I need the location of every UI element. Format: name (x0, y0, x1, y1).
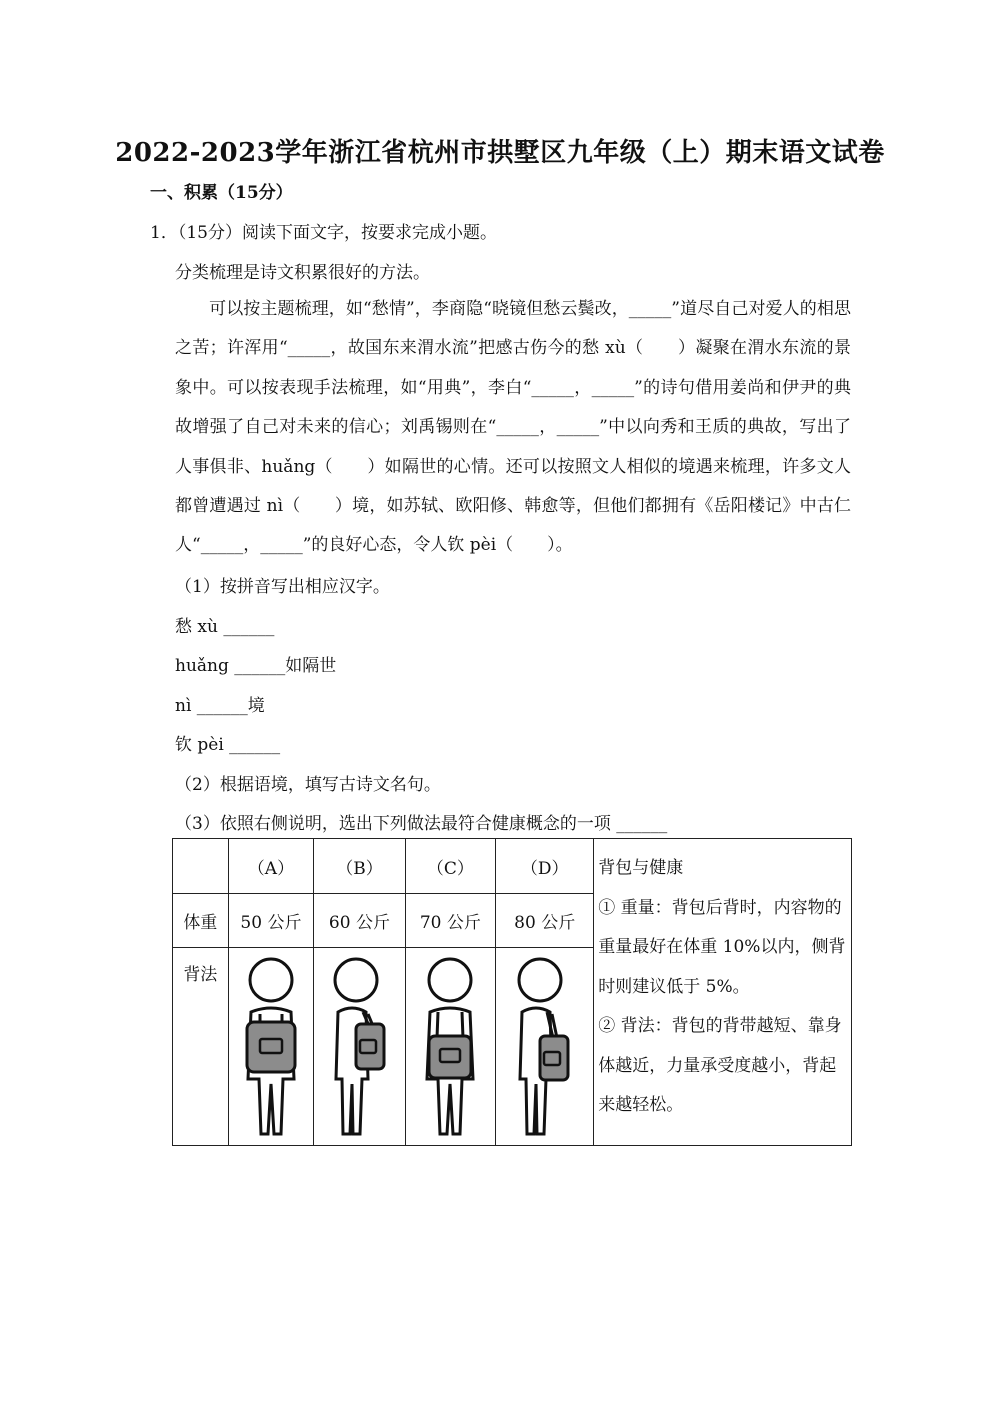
figure-c-cell (405, 948, 495, 1146)
note-title: 背包与健康 (598, 858, 684, 878)
weight-d: 80 公斤 (496, 894, 594, 948)
section-heading: 一、积累（15分） (150, 183, 293, 203)
note-method: ② 背法：背包的背带越短、靠身体越近，力量承受度越小，背起来越轻松。 (598, 1016, 842, 1115)
option-c-header: （C） (405, 839, 495, 894)
option-b-header: （B） (314, 839, 405, 894)
backpack-health-note (594, 839, 852, 1146)
method-label: 背法 (173, 948, 229, 1146)
weight-b: 60 公斤 (314, 894, 405, 948)
table-row-options (173, 839, 852, 894)
page-title: 2022-2023学年浙江省杭州市拱墅区九年级（上）期末语文试卷 (115, 138, 885, 168)
blank-ni: nì ______境 (175, 696, 265, 716)
blank-pei: 钦 pèi ______ (175, 735, 281, 755)
subquestion-2: （2）根据语境，填写古诗文名句。 (175, 775, 441, 795)
note-weight: ① 重量：背包后背时，内容物的重量最好在体重 10%以内，侧背时则建议低于 5%。 (598, 897, 846, 997)
subquestion-1: （1）按拼音写出相应汉字。 (175, 577, 390, 597)
subquestion-3: （3）依照右侧说明，选出下列做法最符合健康概念的一项 ______ (175, 814, 668, 834)
paragraph-text: 可以按主题梳理，如“愁情”，李商隐“晓镜但愁云鬓改，_____”道尽自己对爱人的相思之苦；许浑用“_____，故国东来渭水流”把感古伤今的愁 xù（ ）凝聚在渭水东流的景象中。可以按表现手法梳理，如“用典”，李白“_____，_____”的诗句借用姜尚和伊尹的典故增强了自己对未来的信心；刘禹锡则在“_____，_____”中以向秀和王质的典故，写出了人事俱非、huǎng（ ）如隔世的心情。还可以按照文人相似的境遇来梳理，许多文人都曾遭遇过 nì（ ）境，如苏轼、欧阳修、韩愈等，但他们都拥有《岳阳楼记》中古仁人“_____，_____”的良好心态，令人钦 pèi（ ）。 (175, 299, 851, 556)
option-d-header: （D） (496, 839, 594, 894)
blank-xu: 愁 xù ______ (175, 617, 275, 637)
figure-b-cell (314, 948, 405, 1146)
option-a-header: （A） (228, 839, 314, 894)
side-view-figure-icon (322, 954, 396, 1140)
weight-c: 70 公斤 (405, 894, 495, 948)
blank-huang: huǎng ______如隔世 (175, 656, 337, 676)
question-stem: 1．（15分）阅读下面文字，按要求完成小题。 (150, 223, 497, 243)
front-view-figure-icon (234, 954, 308, 1140)
question-paragraph (175, 290, 851, 566)
front-view-figure-icon (413, 954, 487, 1140)
side-view-figure-icon (508, 954, 582, 1140)
question-intro: 分类梳理是诗文积累很好的方法。 (175, 263, 430, 283)
weight-a: 50 公斤 (228, 894, 314, 948)
table-corner-cell (173, 839, 229, 894)
backpack-table (172, 838, 852, 1146)
weight-label: 体重 (173, 894, 229, 948)
figure-d-cell (496, 948, 594, 1146)
figure-a-cell (228, 948, 314, 1146)
